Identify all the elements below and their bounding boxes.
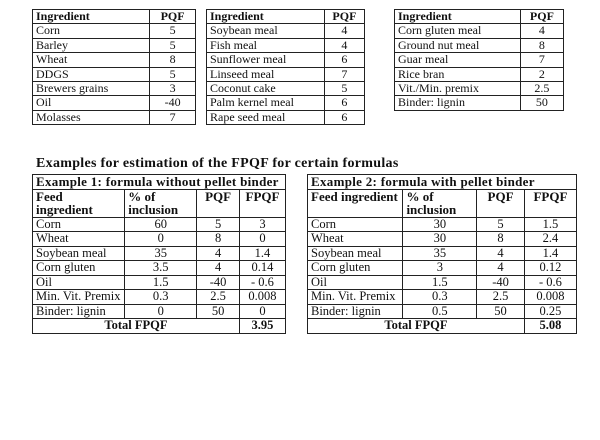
inclusion-cell: 0.5: [403, 304, 477, 319]
table-row: [33, 246, 286, 261]
ingredient-cell: Soybean meal: [33, 246, 125, 261]
ingredient-cell: Corn: [308, 217, 403, 232]
inclusion-cell: 0.3: [403, 290, 477, 305]
fpqf-cell: - 0.6: [524, 275, 576, 290]
inclusion-cell: 3.5: [125, 261, 197, 276]
ingredient-cell: Binder: lignin: [308, 304, 403, 319]
table-row: [207, 24, 365, 38]
ingredient-cell: Palm kernel meal: [207, 96, 325, 110]
table-row: [395, 53, 564, 67]
ingredient-cell: Binder: lignin: [33, 304, 125, 319]
ingredient-cell: Molasses: [33, 110, 150, 124]
ingredient-cell: Min. Vit. Premix: [308, 290, 403, 305]
pqf-cell: 8: [197, 232, 240, 247]
pqf-header: PQF: [150, 10, 196, 24]
table-row: [308, 304, 577, 319]
inclusion-cell: 1.5: [403, 275, 477, 290]
pqf-cell: 4: [197, 246, 240, 261]
table-row: [308, 261, 577, 276]
example-2-table: [307, 174, 577, 334]
inclusion-cell: 0.3: [125, 290, 197, 305]
ingredient-cell: Vit./Min. premix: [395, 82, 521, 96]
pqf-cell: 8: [477, 232, 525, 247]
ingredient-cell: Sunflower meal: [207, 53, 325, 67]
pqf-cell: 4: [520, 24, 563, 38]
inclusion-cell: 0: [125, 304, 197, 319]
pqf-cell: 5: [197, 217, 240, 232]
fpqf-cell: 0: [239, 232, 285, 247]
ingredient-cell: Wheat: [33, 53, 150, 67]
pqf-cell: 6: [324, 96, 364, 110]
table-header-row: [33, 10, 196, 24]
inclusion-cell: 0: [125, 232, 197, 247]
total-row: [308, 319, 577, 334]
ingredient-cell: Corn: [33, 217, 125, 232]
pqf-cell: 8: [520, 38, 563, 52]
table-row: [207, 53, 365, 67]
pqf-header: PQF: [477, 189, 525, 217]
table-row: [33, 38, 196, 52]
ingredient-header: Ingredient: [33, 10, 150, 24]
inclusion-cell: 35: [403, 246, 477, 261]
ingredient-cell: Corn gluten: [308, 261, 403, 276]
inclusion-cell: 35: [125, 246, 197, 261]
inclusion-cell: 1.5: [125, 275, 197, 290]
table-row: [33, 110, 196, 124]
pqf-cell: 50: [197, 304, 240, 319]
fpqf-cell: 0.25: [524, 304, 576, 319]
ingredient-cell: Rape seed meal: [207, 110, 325, 124]
example-title-row: [33, 175, 286, 190]
pqf-cell: 2: [520, 67, 563, 81]
pqf-header: PQF: [197, 189, 240, 217]
table-header-row: [207, 10, 365, 24]
example-1-table: [32, 174, 286, 334]
table-header-row: [33, 189, 286, 217]
ingredient-cell: DDGS: [33, 67, 150, 81]
pqf-cell: 5: [150, 24, 196, 38]
total-value: 5.08: [524, 319, 576, 334]
fpqf-cell: - 0.6: [239, 275, 285, 290]
fpqf-header: FPQF: [239, 189, 285, 217]
fpqf-cell: 1.5: [524, 217, 576, 232]
fpqf-cell: 0.14: [239, 261, 285, 276]
inclusion-cell: 3: [403, 261, 477, 276]
ingredient-cell: Rice bran: [395, 67, 521, 81]
table-row: [33, 275, 286, 290]
example-1-title: Example 1: formula without pellet binder: [33, 175, 286, 190]
table-row: [308, 275, 577, 290]
pqf-cell: 5: [324, 82, 364, 96]
table-row: [33, 261, 286, 276]
pqf-cell: 6: [324, 53, 364, 67]
table-row: [207, 96, 365, 110]
pqf-cell: 5: [477, 217, 525, 232]
table-row: [207, 67, 365, 81]
fpqf-cell: 2.4: [524, 232, 576, 247]
pqf-cell: 4: [477, 246, 525, 261]
total-label: Total FPQF: [33, 319, 240, 334]
pqf-cell: 50: [520, 96, 563, 110]
ingredient-cell: Brewers grains: [33, 82, 150, 96]
table-row: [33, 53, 196, 67]
pqf-cell: 7: [520, 53, 563, 67]
table-row: [33, 96, 196, 110]
ingredient-cell: Binder: lignin: [395, 96, 521, 110]
pqf-cell: 2.5: [197, 290, 240, 305]
pqf-cell: -40: [197, 275, 240, 290]
ingredient-cell: Oil: [33, 275, 125, 290]
ingredient-cell: Soybean meal: [207, 24, 325, 38]
table-row: [33, 24, 196, 38]
pqf-cell: 4: [197, 261, 240, 276]
ingredient-cell: Ground nut meal: [395, 38, 521, 52]
inclusion-cell: 30: [403, 232, 477, 247]
ingredient-cell: Coconut cake: [207, 82, 325, 96]
pqf-table-3: [394, 9, 564, 111]
fpqf-cell: 0: [239, 304, 285, 319]
table-row: [308, 217, 577, 232]
ingredient-cell: Oil: [33, 96, 150, 110]
table-row: [395, 82, 564, 96]
pqf-cell: 4: [477, 261, 525, 276]
inclusion-cell: 60: [125, 217, 197, 232]
table-row: [395, 67, 564, 81]
table-row: [207, 38, 365, 52]
pqf-cell: 8: [150, 53, 196, 67]
pqf-cell: 50: [477, 304, 525, 319]
pqf-cell: 2.5: [477, 290, 525, 305]
table-row: [395, 96, 564, 110]
table-row: [395, 38, 564, 52]
example-2-title: Example 2: formula with pellet binder: [308, 175, 577, 190]
fpqf-cell: 3: [239, 217, 285, 232]
table-row: [395, 24, 564, 38]
pqf-cell: 7: [324, 67, 364, 81]
inclusion-cell: 30: [403, 217, 477, 232]
pqf-cell: 4: [324, 24, 364, 38]
ingredient-cell: Wheat: [33, 232, 125, 247]
pqf-table-1: [32, 9, 196, 125]
fpqf-cell: 0.008: [239, 290, 285, 305]
inclusion-header: % of inclusion: [125, 189, 197, 217]
pqf-cell: -40: [477, 275, 525, 290]
ingredient-header: Ingredient: [207, 10, 325, 24]
pqf-cell: 5: [150, 38, 196, 52]
example-title-row: [308, 175, 577, 190]
pqf-table-2: [206, 9, 365, 125]
pqf-cell: 4: [324, 38, 364, 52]
table-row: [308, 232, 577, 247]
ingredient-cell: Linseed meal: [207, 67, 325, 81]
pqf-cell: 2.5: [520, 82, 563, 96]
table-row: [33, 290, 286, 305]
table-header-row: [395, 10, 564, 24]
table-row: [33, 232, 286, 247]
table-row: [33, 304, 286, 319]
fpqf-header: FPQF: [524, 189, 576, 217]
ingredient-cell: Wheat: [308, 232, 403, 247]
ingredient-cell: Corn gluten: [33, 261, 125, 276]
ingredient-cell: Fish meal: [207, 38, 325, 52]
pqf-cell: 3: [150, 82, 196, 96]
table-header-row: [308, 189, 577, 217]
total-label: Total FPQF: [308, 319, 525, 334]
ingredient-cell: Corn: [33, 24, 150, 38]
inclusion-header: % of inclusion: [403, 189, 477, 217]
fpqf-cell: 0.008: [524, 290, 576, 305]
table-row: [33, 82, 196, 96]
table-row: [33, 67, 196, 81]
feed-ingredient-header: Feed ingredient: [308, 189, 403, 217]
section-caption: Examples for estimation of the FPQF for certain formulas: [36, 156, 399, 171]
table-row: [207, 110, 365, 124]
ingredient-cell: Oil: [308, 275, 403, 290]
ingredient-cell: Guar meal: [395, 53, 521, 67]
table-row: [308, 290, 577, 305]
ingredient-cell: Min. Vit. Premix: [33, 290, 125, 305]
fpqf-cell: 1.4: [239, 246, 285, 261]
table-row: [207, 82, 365, 96]
ingredient-cell: Soybean meal: [308, 246, 403, 261]
ingredient-header: Ingredient: [395, 10, 521, 24]
feed-ingredient-header: Feed ingredient: [33, 189, 125, 217]
fpqf-cell: 0.12: [524, 261, 576, 276]
total-row: [33, 319, 286, 334]
ingredient-cell: Barley: [33, 38, 150, 52]
ingredient-cell: Corn gluten meal: [395, 24, 521, 38]
pqf-cell: 6: [324, 110, 364, 124]
total-value: 3.95: [239, 319, 285, 334]
pqf-cell: 7: [150, 110, 196, 124]
table-row: [308, 246, 577, 261]
pqf-cell: 5: [150, 67, 196, 81]
pqf-header: PQF: [520, 10, 563, 24]
table-row: [33, 217, 286, 232]
pqf-header: PQF: [324, 10, 364, 24]
pqf-cell: -40: [150, 96, 196, 110]
fpqf-cell: 1.4: [524, 246, 576, 261]
